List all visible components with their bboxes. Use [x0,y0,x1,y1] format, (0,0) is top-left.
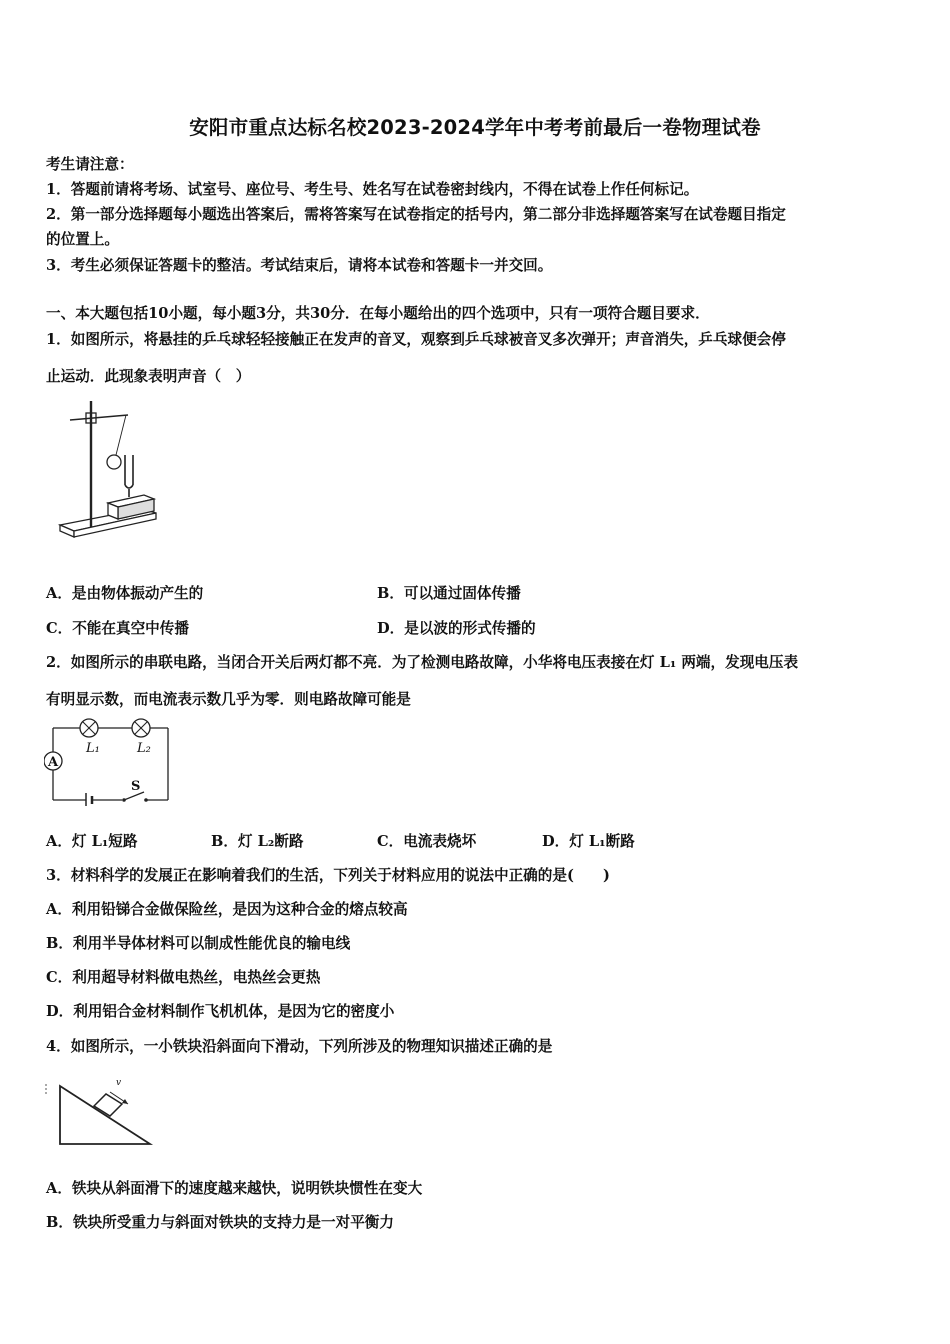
notice-item: 3．考生必须保证答题卡的整洁。考试结束后，请将本试卷和答题卡一并交回。 [46,257,553,274]
q2-option-b: B．灯 L₂断路 [211,833,304,850]
lamp2-label: L₂ [137,741,151,756]
ammeter-label: A [47,755,59,770]
q2-option-d: D．灯 L₁断路 [542,833,635,850]
notice-item: 的位置上。 [46,231,119,248]
series-circuit-figure [44,716,176,806]
q4-option-a: A．铁块从斜面滑下的速度越来越快，说明铁块惯性在变大 [46,1180,423,1197]
switch-label: S [131,779,141,794]
q4-stem: 4．如图所示，一小铁块沿斜面向下滑动，下列所涉及的物理知识描述正确的是 [46,1038,553,1055]
notice-item: 1．答题前请将考场、试室号、座位号、考生号、姓名写在试卷密封线内，不得在试卷上作任何标记。 [46,181,699,198]
notice-heading: 考生请注意： [46,156,134,173]
q1-option-a: A．是由物体振动产生的 [46,585,204,602]
notice-item: 2．第一部分选择题每小题选出答案后，需将答案写在试卷指定的括号内，第二部分非选择题答案写在试卷题目指定 [46,206,786,223]
q3-option-b: B．利用半导体材料可以制成性能优良的输电线 [46,935,351,952]
tuning-fork-figure [46,393,161,545]
q4-option-b: B．铁块所受重力与斜面对铁块的支持力是一对平衡力 [46,1214,394,1231]
page-title: 安阳市重点达标名校2023-2024学年中考考前最后一卷物理试卷 [189,116,761,139]
q1-option-d: D．是以波的形式传播的 [377,620,536,637]
q1-option-b: B．可以通过固体传播 [377,585,521,602]
q2-option-c: C．电流表烧坏 [377,833,477,850]
velocity-label: v [116,1078,122,1088]
q2-stem-line2: 有明显示数，而电流表示数几乎为零．则电路故障可能是 [46,691,411,708]
section-heading: 一、本大题包括10小题，每小题3分，共30分．在每小题给出的四个选项中，只有一项符合题目要求． [46,305,710,322]
q1-option-c: C．不能在真空中传播 [46,620,189,637]
q1-stem-line2: 止运动．此现象表明声音（ ） [46,368,251,385]
q3-stem: 3．材料科学的发展正在影响着我们的生活，下列关于材料应用的说法中正确的是( ) [46,867,610,884]
incline-figure [44,1076,160,1148]
q2-option-a: A．灯 L₁短路 [46,833,138,850]
q2-stem-line1: 2．如图所示的串联电路，当闭合开关后两灯都不亮．为了检测电路故障，小华将电压表接在灯 L₁ 两端，发现电压表 [46,654,799,671]
q1-stem-line1: 1．如图所示，将悬挂的乒乓球轻轻接触正在发声的音叉，观察到乒乓球被音叉多次弹开；声音消失，乒乓球便会停 [46,331,786,348]
q3-option-c: C．利用超导材料做电热丝，电热丝会更热 [46,969,321,986]
q3-option-d: D．利用铝合金材料制作飞机机体，是因为它的密度小 [46,1003,395,1020]
q3-option-a: A．利用铅锑合金做保险丝，是因为这种合金的熔点较高 [46,901,408,918]
lamp1-label: L₁ [86,741,100,756]
